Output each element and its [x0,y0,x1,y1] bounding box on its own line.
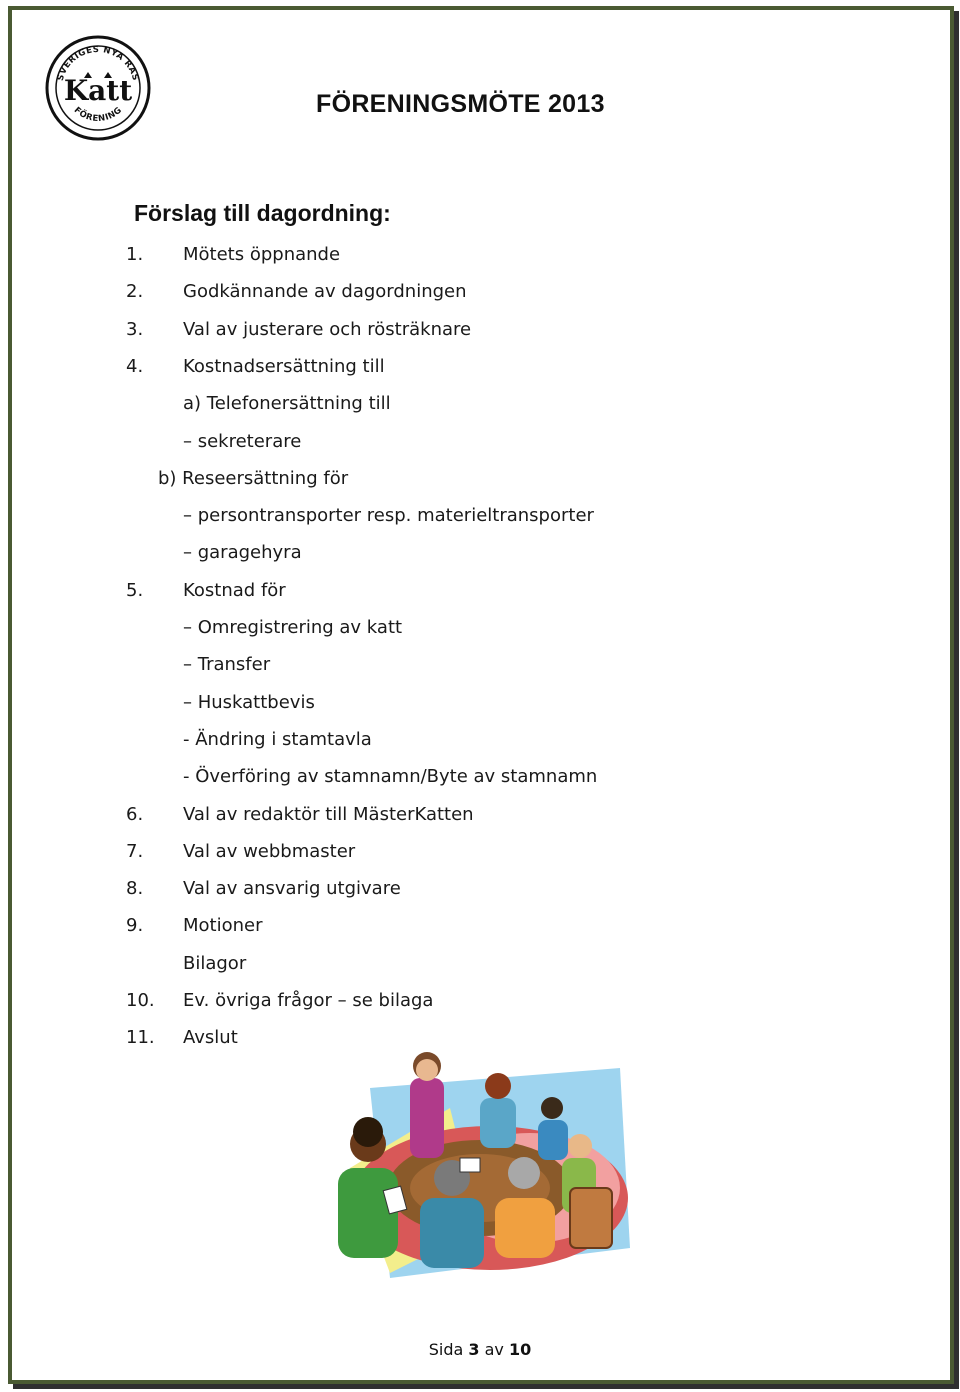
agenda-item-text: b) Reseersättning för [158,468,349,489]
agenda-item-text: Motioner [183,915,263,936]
agenda-item-text: - Överföring av stamnamn/Byte av stamnamn [183,766,598,787]
footer-prefix: Sida [428,1340,464,1359]
agenda-item-text: Val av redaktör till MästerKatten [183,804,474,825]
agenda-item-number: 1. [126,244,144,265]
footer-separator: av [484,1340,504,1359]
agenda-item-number: 7. [126,841,144,862]
footer-total-pages: 10 [509,1340,532,1359]
association-logo [44,34,152,142]
agenda-item-text: Godkännande av dagordningen [183,281,467,302]
footer-current-page: 3 [468,1340,480,1359]
logo-top-text: SVERIGES NYA RAS [55,44,141,83]
agenda-item-text: – garagehyra [183,542,302,563]
agenda-item-number: 2. [126,281,144,302]
agenda-item-text: - Ändring i stamtavla [183,729,372,750]
agenda-item-text: – Omregistrering av katt [183,617,403,638]
agenda-item-text: Val av justerare och rösträknare [183,319,472,340]
agenda-item-text: – sekreterare [183,431,302,452]
agenda-item-number: 4. [126,356,144,377]
agenda-item-text: Ev. övriga frågor – se bilaga [183,990,434,1011]
agenda-item-text: Val av webbmaster [183,841,356,862]
agenda-item-text: Val av ansvarig utgivare [183,878,401,899]
agenda-item-number: 3. [126,319,144,340]
agenda-item-text: – Huskattbevis [183,692,315,713]
agenda-item-number: 11. [126,1027,155,1048]
agenda-item-text: Mötets öppnande [183,244,341,265]
agenda-item-text: a) Telefonersättning till [183,393,391,414]
meeting-illustration [330,1048,632,1280]
agenda-item-number: 9. [126,915,144,936]
agenda-item-text: Avslut [183,1027,238,1048]
agenda-item-text: – Transfer [183,654,271,675]
agenda-item-number: 10. [126,990,155,1011]
agenda-item-number: 6. [126,804,144,825]
logo-bottom-text: FÖRENING [71,105,125,125]
agenda-item-number: 5. [126,580,144,601]
document-title: FÖRENINGSMÖTE 2013 [316,90,605,118]
agenda-item-number: 8. [126,878,144,899]
agenda-item-text: Kostnad för [183,580,286,601]
agenda-item-text: Kostnadsersättning till [183,356,385,377]
page-footer [0,1340,960,1359]
agenda-item-text: Bilagor [183,953,247,974]
agenda-item-text: – persontransporter resp. materieltransporter [183,505,594,526]
agenda-heading: Förslag till dagordning: [134,200,391,226]
logo-main-text: Katt [63,74,133,107]
